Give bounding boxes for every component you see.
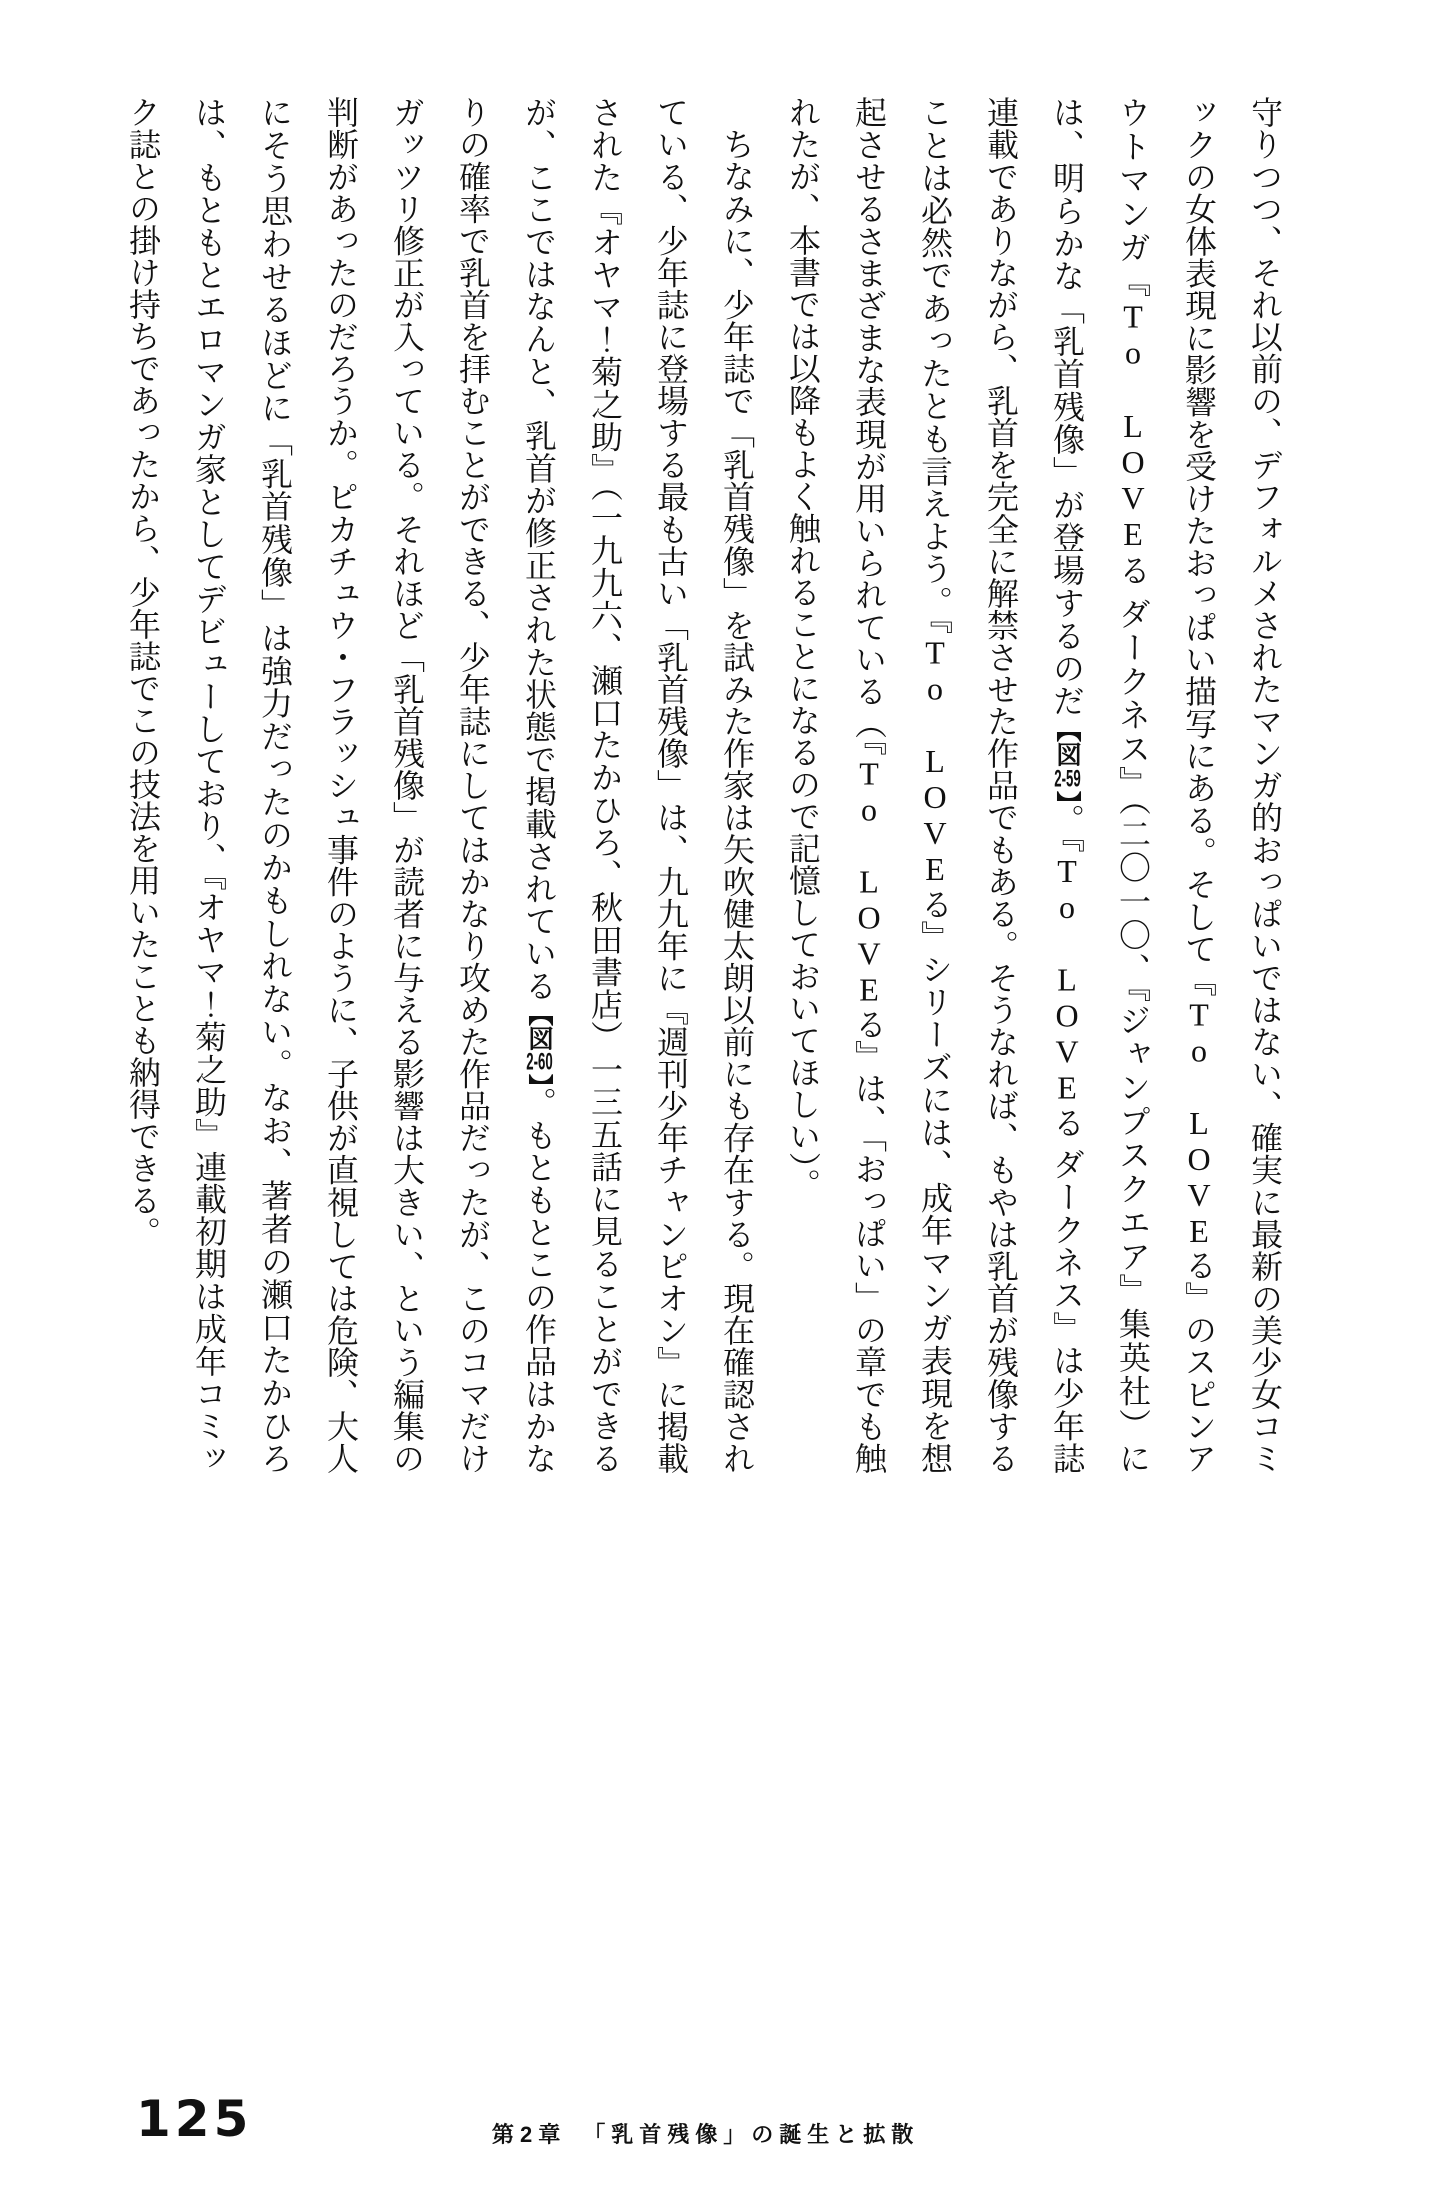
running-footer [492, 2118, 919, 2149]
footer-chapter-text: 第2章 「乳首残像」の誕生と拡散 [492, 2122, 920, 2147]
figure-number: 2-59 [1054, 766, 1081, 791]
body-text-vertical [110, 96, 1298, 1474]
latin-text: To LOVE [851, 755, 887, 1008]
paragraph: ちなみに、少年誌で「乳首残像」を試みた作家は矢吹健太朗以前にも存在する。現在確認されている、少年誌に登場する最も古い「乳首残像」は、九九年に『週刊少年チャンピオン』に掲載された『オヤマ！菊之助』（一九九六、瀬口たかひろ、秋田書店）一三五話に見ることができるが、ここではなんと、乳首が修正された状態で掲載されている【図2-60】。もともとこの作品はかなりの確率で乳首を拝むことができる、少年誌にしてはかなり攻めた作品だったが、このコマだけガッツリ修正が入っている。それほど「乳首残像」が読者に与える影響は大きい、という編集の判断があったのだろうか。ピカチュウ・フラッシュ事件のように、子供が直視しては危険、大人にそう思わせるほどに「乳首残像」は強力だったのかもしれない。なお、著者の瀬口たかひろは、もともとエロマンガ家としてデビューしており、『オヤマ！菊之助』連載初期は成年コミック誌との掛け持ちであったから、少年誌でこの技法を用いたことも納得できる。 [125, 96, 755, 1475]
latin-text: To LOVE [1115, 298, 1151, 553]
page-number: 125 [136, 2090, 253, 2148]
figure-reference-tag: 【図2-60】 [525, 1001, 553, 1087]
latin-text: To LOVE [917, 634, 953, 888]
paragraph: 守りつつ、それ以前の、デフォルメされたマンガ的おっぱいではない、確実に最新の美少女コミックの女体表現に影響を受けたおっぱい描写にある。そして『To LOVEる』のスピンアウトマンガ『To LOVEる ダークネス』（二〇一〇、『ジャンプスクエア』集英社）には、明らかな「乳首残像」が登場するのだ【図2-59】。『To LOVEる ダークネス』は少年誌連載でありながら、乳首を完全に解禁させた作品でもある。そうなれば、もやは乳首が残像することは必然であったとも言えよう。『To LOVEる』シリーズには、成年マンガ表現を想起させるさまざまな表現が用いられている（『To LOVEる』は、「おっぱい」の章でも触れたが、本書では以降もよく触れることになるので記憶しておいてほしい）。 [785, 96, 1283, 1475]
latin-text: To LOVE [1181, 996, 1217, 1249]
figure-number: 2-60 [526, 1050, 553, 1075]
latin-text: To LOVE [1049, 852, 1085, 1106]
figure-reference-tag: 【図2-59】 [1053, 717, 1081, 804]
